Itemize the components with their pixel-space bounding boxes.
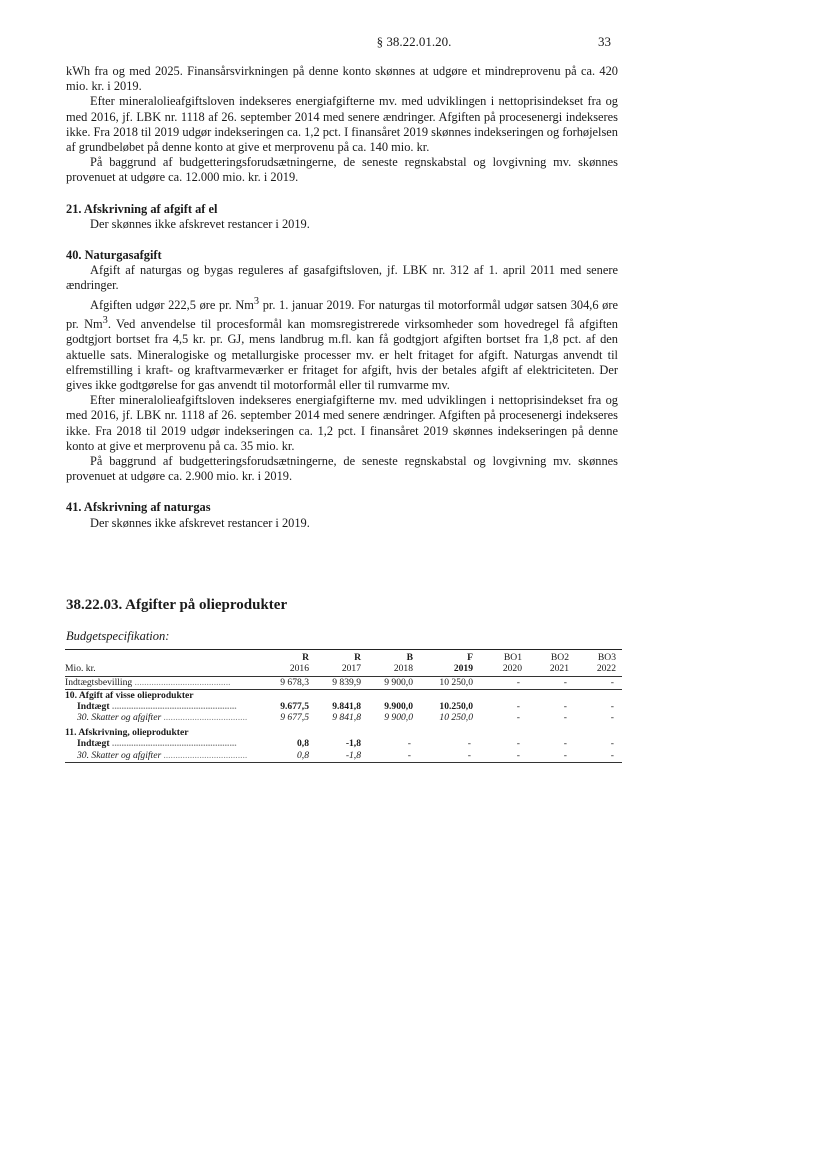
column-type: R xyxy=(263,650,315,664)
leader-dots: ........................................ xyxy=(132,677,231,689)
table-header-row xyxy=(65,663,622,677)
cell: - xyxy=(367,750,419,763)
subsection-heading-21: 21. Afskrivning af afgift af el xyxy=(66,201,218,216)
column-year: 2018 xyxy=(367,663,419,677)
paragraph: Efter mineralolieafgiftsloven indekseres energiafgifterne mv. med udviklingen i nettoprisindekset fra og med 2016, jf. LBK nr. 1118 af 26. september 2014 med senere ændringer. Afgiften på procesenergi indekseres ikke. Fra 2018 til 2019 udgør indekseringen ca. 1,2 pct. I finansåret 2019 skønnes indekseringen på denne konto at give et merprovenu på ca. 35 mio. kr. xyxy=(66,393,618,453)
cell: -1,8 xyxy=(345,738,361,750)
paragraph-text: . Ved anvendelse til procesformål kan momsregistrerede virksomheder som hovedregel få afgiften godtgjort bortset fra 4,5 kr. pr. GJ, mens landbrug m.fl. kan få godtgjort afgiften bortset fra 1,8 pct. af den aktuelle sats. Mineralogiske og metallurgiske processer mv. er helt fritaget for afgift. Naturgas anvendt til elfremstilling i kraft- og kraftvarmeværker er fritaget for afgift, hvis der betales afgift af elektriciteten. Der gives ikke godtgørelse for gas anvendt til motorformål eller til rumvarme mv. xyxy=(66,317,618,392)
column-year: 2017 xyxy=(315,663,367,677)
superscript: 3 xyxy=(253,295,260,307)
table-row xyxy=(65,689,622,701)
row-group-heading: 11. Afskrivning, olieprodukter xyxy=(65,727,189,739)
table-row xyxy=(65,701,622,712)
leader-dots: ................................... xyxy=(161,712,248,724)
table-row xyxy=(65,738,622,749)
row-label: 30. Skatter og afgifter xyxy=(77,712,162,724)
cell: 10.250,0 xyxy=(439,700,473,712)
cell: 0,8 xyxy=(263,750,315,763)
subsection-heading-40: 40. Naturgasafgift xyxy=(66,248,162,263)
budget-table xyxy=(65,649,622,763)
cell: 0,8 xyxy=(297,738,309,750)
paragraph-text: Afgiften udgør 222,5 øre pr. Nm xyxy=(90,297,254,312)
row-label: 30. Skatter og afgifter xyxy=(77,749,162,761)
paragraph xyxy=(66,294,618,393)
column-type: BO2 xyxy=(528,650,575,664)
cell: - xyxy=(563,700,567,712)
cell: 9 678,3 xyxy=(280,677,309,689)
row-label: Indtægtsbevilling xyxy=(65,677,133,689)
cell: 10 250,0 xyxy=(439,677,473,689)
cell: - xyxy=(610,712,614,724)
paragraph: kWh fra og med 2025. Finansårsvirkningen på denne konto skønnes at udgøre et mindreprovenu på ca. 420 mio. kr. i 2019. xyxy=(66,64,618,94)
cell: 9 841,8 xyxy=(332,712,361,724)
row-label: Indtægt xyxy=(77,700,110,712)
cell: 10 250,0 xyxy=(439,712,473,724)
column-type: B xyxy=(367,650,419,664)
table-row xyxy=(65,727,622,738)
paragraph: Der skønnes ikke afskrevet restancer i 2019. xyxy=(90,216,310,231)
cell: - xyxy=(467,738,471,750)
table-header-row xyxy=(65,650,622,664)
column-type: BO3 xyxy=(575,650,622,664)
column-year: 2021 xyxy=(528,663,575,677)
body-text xyxy=(66,64,618,531)
leader-dots: ................................... xyxy=(161,749,248,761)
cell: - xyxy=(407,738,411,750)
paragraph-text: pr. 1. januar 2019. For naturgas til motorformål udgør satsen 304,6 øre pr. Nm xyxy=(66,297,618,332)
cell: - xyxy=(563,738,567,750)
cell: 9 900,0 xyxy=(384,712,413,724)
row-group-heading: 10. Afgift af visse olieprodukter xyxy=(65,689,622,701)
paragraph: Der skønnes ikke afskrevet restancer i 2019. xyxy=(90,515,310,530)
column-year: 2020 xyxy=(479,663,528,677)
column-type: F xyxy=(419,650,479,664)
cell: 9 839,9 xyxy=(332,677,361,689)
leader-dots: .................................................... xyxy=(109,738,237,750)
cell: - xyxy=(610,677,614,689)
cell: 9.677,5 xyxy=(280,700,309,712)
leader-dots: .................................................... xyxy=(109,700,237,712)
table-row xyxy=(65,712,622,723)
section-title: 38.22.03. Afgifter på olieprodukter xyxy=(66,597,288,613)
column-year: 2022 xyxy=(575,663,622,677)
table-row xyxy=(65,677,622,689)
subsection-heading-41: 41. Afskrivning af naturgas xyxy=(66,500,211,515)
cell: - xyxy=(516,738,520,750)
budget-spec-label: Budgetspecifikation: xyxy=(66,629,170,643)
column-type: R xyxy=(315,650,367,664)
row-label: Indtægt xyxy=(77,738,110,750)
cell: 9 677,5 xyxy=(280,712,309,724)
cell: - xyxy=(516,700,520,712)
column-year: 2016 xyxy=(263,663,315,677)
column-type: BO1 xyxy=(479,650,528,664)
cell: - xyxy=(516,677,520,689)
cell: -1,8 xyxy=(315,750,367,763)
cell: 9.900,0 xyxy=(384,700,413,712)
cell: - xyxy=(563,712,567,724)
page-header-section-ref: § 38.22.01.20. xyxy=(376,34,452,49)
paragraph: På baggrund af budgetteringsforudsætningerne, de seneste regnskabstal og lovgivning mv. skønnes provenuet at udgøre ca. 12.000 mio. kr. i 2019. xyxy=(66,155,618,185)
cell: - xyxy=(516,712,520,724)
cell: - xyxy=(610,700,614,712)
page-number: 33 xyxy=(598,34,611,49)
unit-label: Mio. kr. xyxy=(65,663,263,677)
column-year: 2019 xyxy=(419,663,479,677)
cell: - xyxy=(575,750,622,763)
cell: - xyxy=(479,750,528,763)
superscript: 3 xyxy=(102,314,108,326)
cell: - xyxy=(610,738,614,750)
cell: - xyxy=(419,750,479,763)
table-row xyxy=(65,750,622,763)
paragraph: Efter mineralolieafgiftsloven indekseres energiafgifterne mv. med udviklingen i nettoprisindekset fra og med 2016, jf. LBK nr. 1118 af 26. september 2014 med senere ændringer. Afgiften på procesenergi indekseres ikke. Fra 2018 til 2019 udgør indekseringen ca. 1,2 pct. I finansåret 2019 skønnes indekseringen og forhøjelsen af grundbeløbet på denne konto at give et merprovenu på ca. 140 mio. kr. xyxy=(66,94,618,155)
cell: 9.841,8 xyxy=(332,700,361,712)
cell: 9 900,0 xyxy=(384,677,413,689)
cell: - xyxy=(528,750,575,763)
paragraph: På baggrund af budgetteringsforudsætningerne, de seneste regnskabstal og lovgivning mv. skønnes provenuet at udgøre ca. 2.900 mio. kr. i 2019. xyxy=(66,453,618,484)
cell: - xyxy=(563,677,567,689)
paragraph: Afgift af naturgas og bygas reguleres af gasafgiftsloven, jf. LBK nr. 312 af 1. april 2011 med senere ændringer. xyxy=(66,263,618,293)
